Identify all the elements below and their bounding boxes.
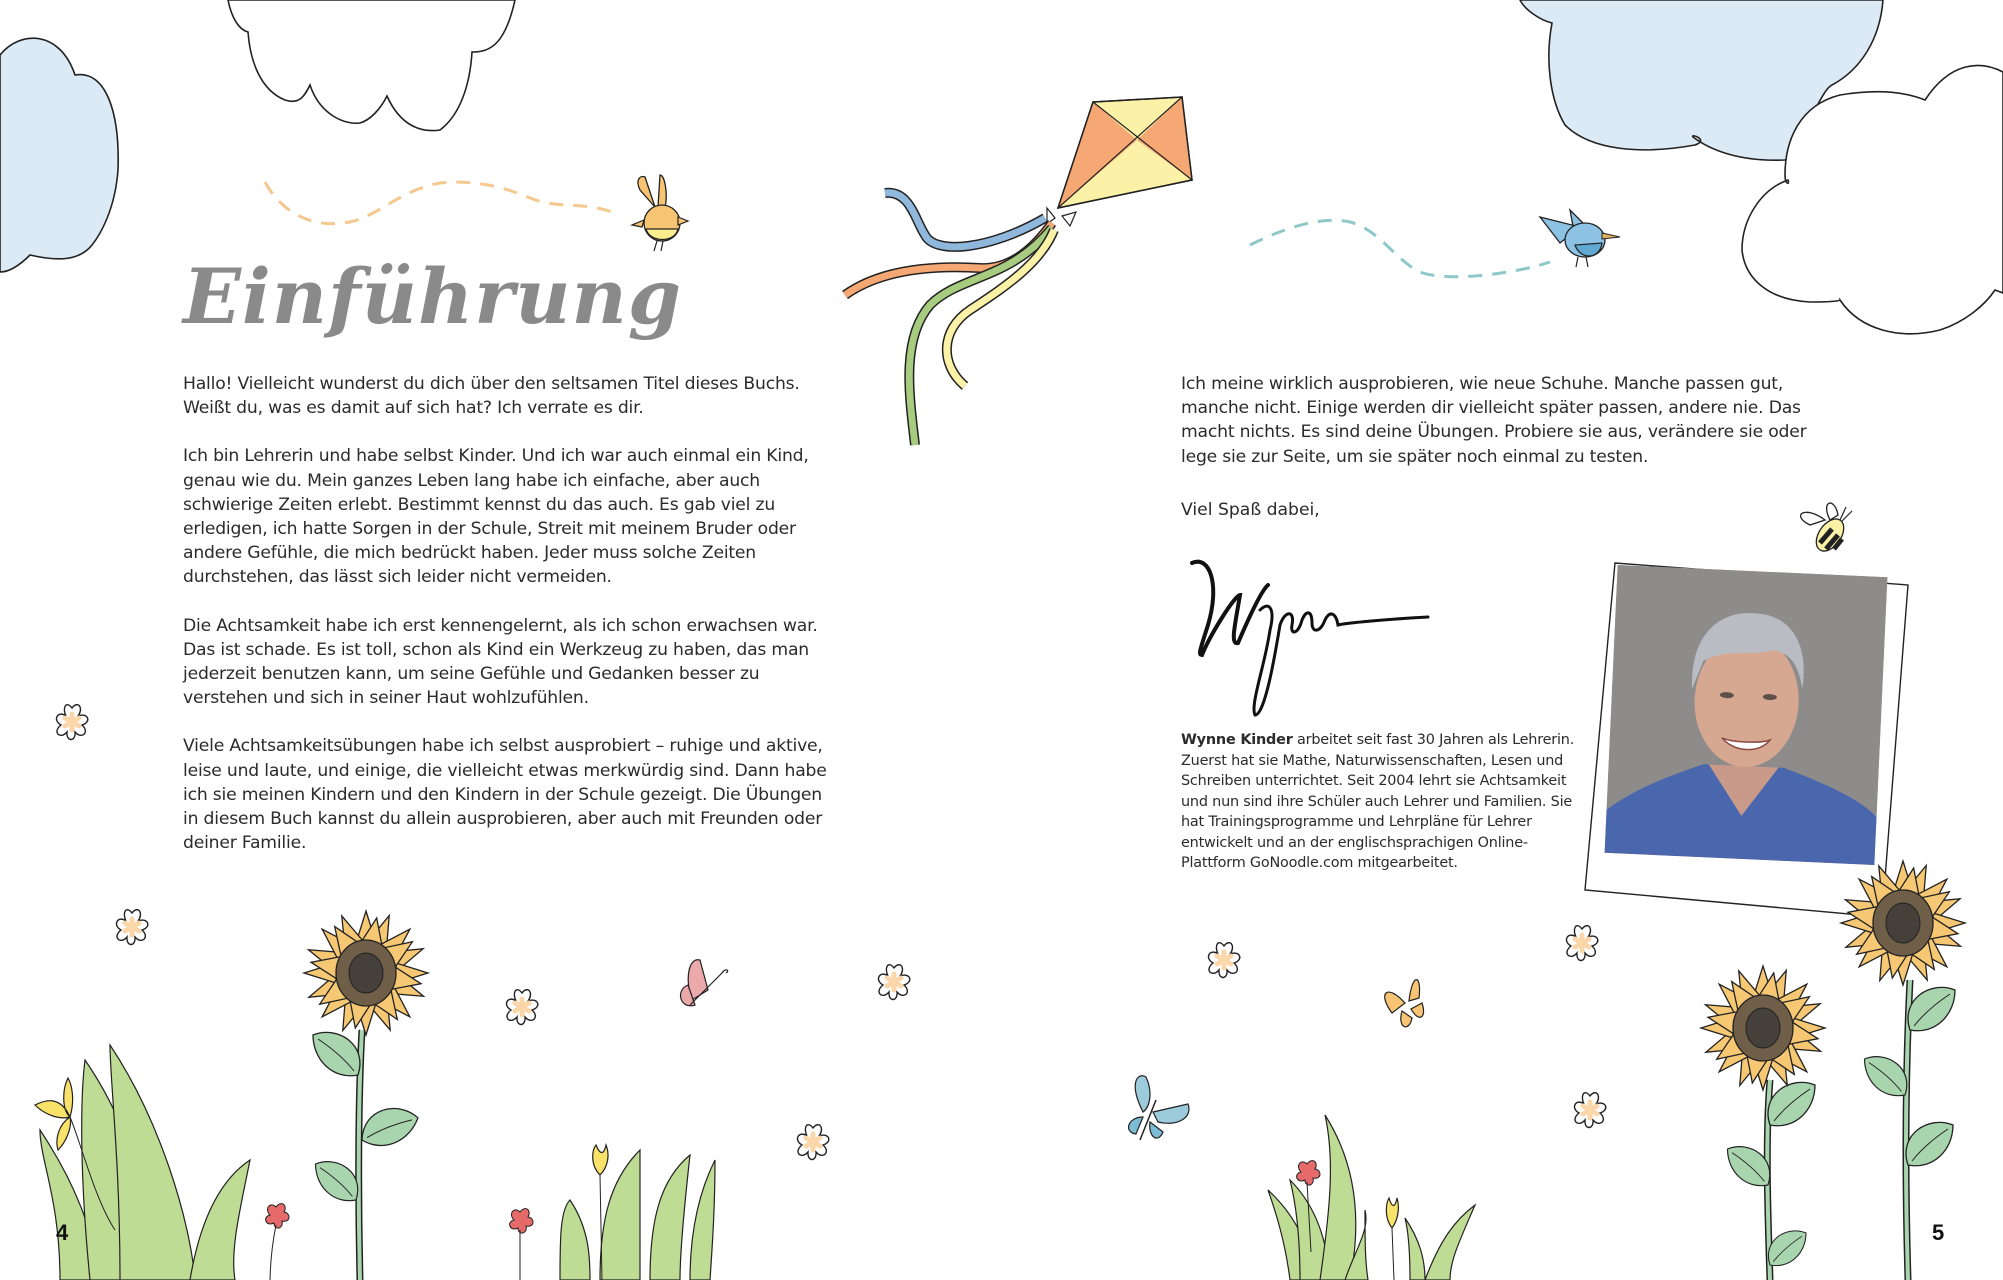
paragraph: Viele Achtsamkeitsübungen habe ich selbst ausprobiert – ruhige und aktive, leise und laute, und einige, die vielleicht etwas merkwürdig sind. Dann habe ich sie meinen Kindern und den Kindern in der Schule gezeigt. Die Übungen in diesem Buch kannst du allein ausprobieren, aber auch mit Freunden oder deiner Familie. (183, 736, 827, 854)
daisy (798, 1125, 829, 1160)
grass-left (40, 1045, 715, 1280)
daisy (1209, 943, 1240, 978)
intro-text-right (1181, 372, 1821, 493)
daisy (57, 705, 88, 740)
daisy (879, 965, 910, 1000)
orange-bird (632, 175, 688, 251)
sunflower-right-2 (1841, 861, 1965, 1280)
blue-bird-path (1250, 220, 1550, 277)
author-name: Wynne Kinder (1181, 732, 1293, 748)
daisy (507, 990, 538, 1025)
intro-text-left (183, 372, 833, 879)
orange-butterfly (1385, 980, 1424, 1027)
cloud-white-top-center (228, 0, 515, 131)
daisy (1567, 926, 1598, 961)
paragraph: Ich bin Lehrerin und habe selbst Kinder. Und ich war auch einmal ein Kind, genau wie du. Mein ganzes Leben lang habe ich einfache, aber auch schwierige Zeiten erlebt. Bestimmt kennst du das auch. Es gab viel zu erledigen, ich hatte Sorgen in der Schule, Streit mit meinem Bruder oder andere Gefühle, die mich bedrückt haben. Jeder muss solche Zeiten durchstehen, das lässt sich leider nicht vermeiden. (183, 446, 809, 588)
daisy (1575, 1093, 1606, 1128)
grass-right (1268, 1115, 1475, 1280)
page-number-right: 5 (1932, 1220, 1945, 1245)
sunflower-right-1 (1701, 966, 1825, 1280)
daisy (117, 910, 148, 945)
paragraph: Ich meine wirklich ausprobieren, wie neue Schuhe. Manche passen gut, manche nicht. Einige werden dir vielleicht später passen, andere nie. Das macht nichts. Es sind deine Übungen. Probiere sie aus, verändere sie oder lege sie zur Seite, um sie später noch einmal zu testen. (1181, 374, 1807, 467)
signature (1180, 555, 1460, 730)
orange-bird-path (265, 182, 620, 224)
paragraph: Hallo! Vielleicht wunderst du dich über den seltsamen Titel dieses Buchs. Weißt du, was es damit auf sich hat? Ich verrate es dir. (183, 374, 800, 419)
kite (845, 97, 1192, 445)
pink-butterfly (681, 960, 728, 1006)
blue-butterfly (1129, 1076, 1189, 1140)
page-title: Einführung (183, 252, 682, 341)
paragraph: Die Achtsamkeit habe ich erst kennengelernt, als ich schon erwachsen war. Das ist schade. Es ist toll, schon als Kind ein Werkzeug zu haben, das man jederzeit benutzen kann, um seine Gefühle und Gedanken besser zu verstehen und sich in seiner Haut wohlzufühlen. (183, 615, 818, 709)
cloud-blue-left (0, 38, 118, 272)
yellow-tulip (1386, 1198, 1398, 1280)
blue-bird (1540, 210, 1620, 267)
sunflower-left (304, 911, 428, 1280)
author-bio-text: arbeitet seit fast 30 Jahren als Lehrerin. Zuerst hat sie Mathe, Naturwissenschaften, Lesen und Schreiben unterrichtet. Seit 2004 lehrt sie Achtsamkeit und nun sind ihre Schüler auch Lehrer und Familien. Sie hat Trainingsprogramme und Lehrpläne für Lehrer entwickelt und an der englischsprachigen Online-Plattform GoNoodle.com mitgearbeitet. (1181, 732, 1575, 871)
author-bio (1181, 730, 1581, 874)
page-number-left: 4 (56, 1220, 69, 1245)
closing-line: Viel Spaß dabei, (1181, 500, 1320, 520)
red-flower (510, 1209, 533, 1280)
red-flower (266, 1204, 289, 1280)
author-photo (1605, 565, 1888, 865)
bee (1801, 503, 1852, 556)
